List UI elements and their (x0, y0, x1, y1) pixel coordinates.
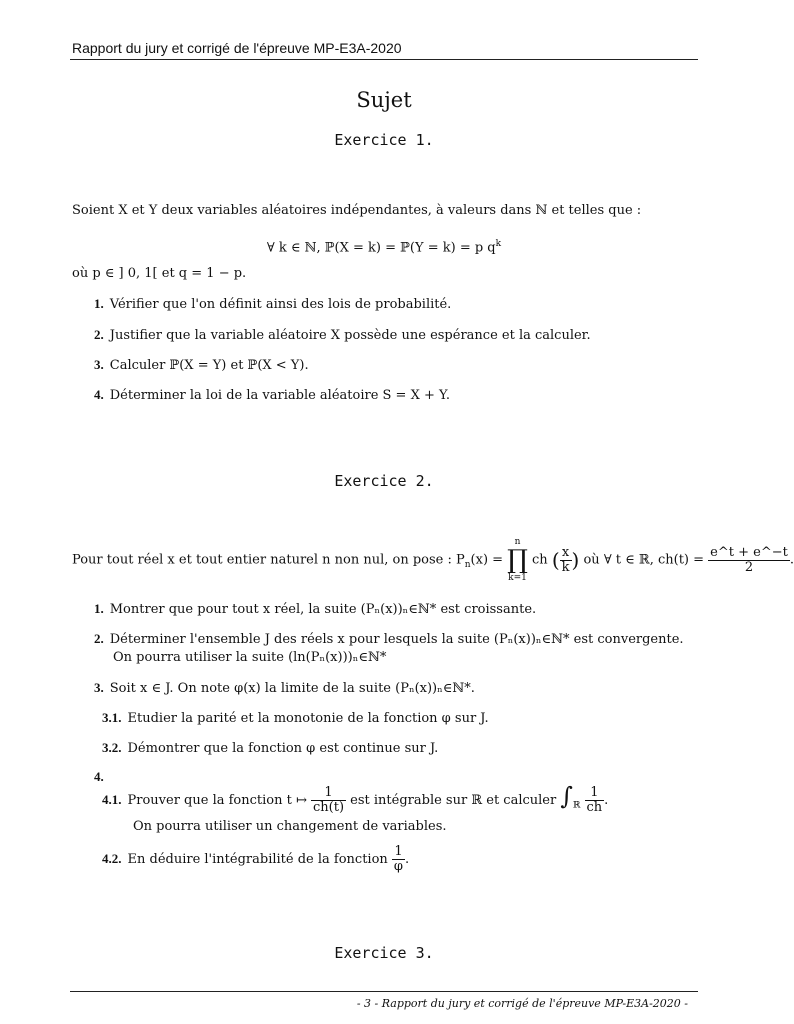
question-text: Démontrer que la fonction φ est continue sur J. (127, 741, 439, 756)
integral-symbol: ∫ (560, 781, 573, 810)
exercise-2-intro: Pour tout réel x et tout entier naturel n non nul, on pose : $P_n(x)$ = n ∏ k=1 ch ( $\frac{x}{k}$ ) où ∀ t ∈ ℝ, ch(t) = $\frac{e\^{}t + e\^{}-t}{2}$ . (72, 537, 794, 583)
exercise-2-question-3-1 (102, 710, 489, 727)
question-number: 3.2. (102, 740, 122, 755)
fraction-numerator: x (560, 546, 572, 561)
fraction-denominator: k (561, 559, 570, 575)
fraction-x-over-k (560, 546, 572, 575)
question-text: . (604, 793, 609, 808)
fraction-denominator: 2 (744, 559, 754, 575)
exercise-1-question-1 (94, 296, 451, 313)
fraction-denominator: φ (393, 859, 404, 874)
exercise-2-question-4-1 (102, 781, 609, 815)
exercise-1-question-2 (94, 327, 591, 344)
footer-rule (70, 991, 698, 992)
fraction-one-over-phi (392, 845, 405, 874)
fraction-ch-definition (708, 546, 790, 575)
ch-function: ch (532, 552, 548, 568)
exercise-1-formula (0, 236, 768, 256)
running-footer: - 3 - Rapport du jury et corrigé de l'épreuve MP-E3A-2020 - (356, 997, 688, 1010)
intro-text: où ∀ t ∈ ℝ, ch(t) = (583, 552, 705, 568)
fraction-numerator: 1 (585, 786, 605, 801)
question-text: Montrer que pour tout x réel, la suite (Pₙ(x))ₙ∈ℕ* est croissante. (109, 602, 537, 617)
exercise-1-condition: où p ∈ ] 0, 1[ et q = 1 − p. (72, 266, 247, 281)
fraction-denominator: ch (586, 800, 603, 815)
question-number: 3. (94, 680, 104, 695)
exercise-2-question-2-hint: On pourra utiliser la suite (ln(Pₙ(x)))ₙ∈ℕ* (113, 650, 387, 665)
running-header: Rapport du jury et corrigé de l'épreuve MP-E3A-2020 (72, 40, 402, 56)
question-text: Etudier la parité et la monotonie de la fonction φ sur J. (127, 711, 489, 726)
product-operator (507, 537, 528, 583)
question-text: Vérifier que l'on définit ainsi des lois de probabilité. (109, 297, 452, 312)
fraction-one-over-ch-t (311, 786, 346, 815)
exercise-1-question-4 (94, 387, 450, 404)
exercise-2-title: Exercice 2. (334, 472, 434, 490)
exercise-1-title: Exercice 1. (334, 131, 434, 149)
question-number: 4. (94, 387, 104, 402)
question-text: est intégrable sur ℝ et calculer (350, 793, 557, 808)
question-number: 2. (94, 327, 104, 342)
question-text: . (405, 852, 410, 867)
question-number: 2. (94, 631, 104, 646)
question-number: 3. (94, 357, 104, 372)
question-text: Déterminer l'ensemble J des réels x pour lesquels la suite (Pₙ(x))ₙ∈ℕ* est convergente. (109, 632, 684, 647)
fraction-one-over-ch (585, 786, 605, 815)
product-symbol: ∏ (507, 545, 528, 575)
integral-operator (560, 781, 581, 813)
exercise-1-question-3 (94, 357, 309, 374)
formula-text: ∀ k ∈ ℕ, ℙ(X = k) = ℙ(Y = k) = p q (266, 240, 496, 256)
exercise-2-question-4 (94, 769, 110, 786)
question-text: En déduire l'intégrabilité de la fonction (127, 852, 388, 867)
intro-subscript: n (464, 560, 471, 571)
exercise-3-title: Exercice 3. (334, 944, 434, 962)
header-rule (70, 59, 698, 60)
question-text: Prouver que la fonction t ↦ (127, 793, 307, 808)
integral-domain: ℝ (572, 800, 581, 811)
intro-text: Pour tout réel x et tout entier naturel n non nul, on pose : P (72, 552, 465, 568)
question-text: Soit x ∈ J. On note φ(x) la limite de la suite (Pₙ(x))ₙ∈ℕ*. (109, 681, 475, 696)
question-number: 3.1. (102, 710, 122, 725)
page-title: Sujet (356, 88, 412, 112)
exercise-1-intro: Soient X et Y deux variables aléatoires indépendantes, à valeurs dans ℕ et telles que : (72, 203, 642, 218)
question-text: Justifier que la variable aléatoire X possède une espérance et la calculer. (109, 328, 591, 343)
exercise-2-question-4-2 (102, 845, 409, 874)
question-number: 4.2. (102, 851, 122, 866)
intro-text: . (789, 552, 794, 568)
product-upper-limit: n (514, 537, 521, 547)
intro-text: (x) = (470, 552, 504, 568)
exercise-2-question-3 (94, 680, 475, 697)
product-lower-limit: k=1 (508, 573, 527, 583)
question-number: 4. (94, 769, 104, 784)
question-text: Déterminer la loi de la variable aléatoire S = X + Y. (109, 388, 451, 403)
fraction-numerator: 1 (392, 845, 405, 860)
question-text: Calculer ℙ(X = Y) et ℙ(X < Y). (109, 358, 309, 373)
exercise-2-question-3-2 (102, 740, 438, 757)
fraction-numerator: e^t + e^−t (710, 544, 788, 560)
exercise-2-question-2 (94, 631, 684, 648)
question-number: 1. (94, 601, 104, 616)
formula-exponent: k (495, 239, 502, 249)
question-number: 1. (94, 296, 104, 311)
fraction-numerator: 1 (311, 786, 346, 801)
question-number: 4.1. (102, 792, 122, 807)
exercise-2-question-4-1-hint: On pourra utiliser un changement de variables. (133, 819, 447, 834)
exercise-2-question-1 (94, 601, 536, 618)
fraction-denominator: ch(t) (313, 800, 345, 815)
